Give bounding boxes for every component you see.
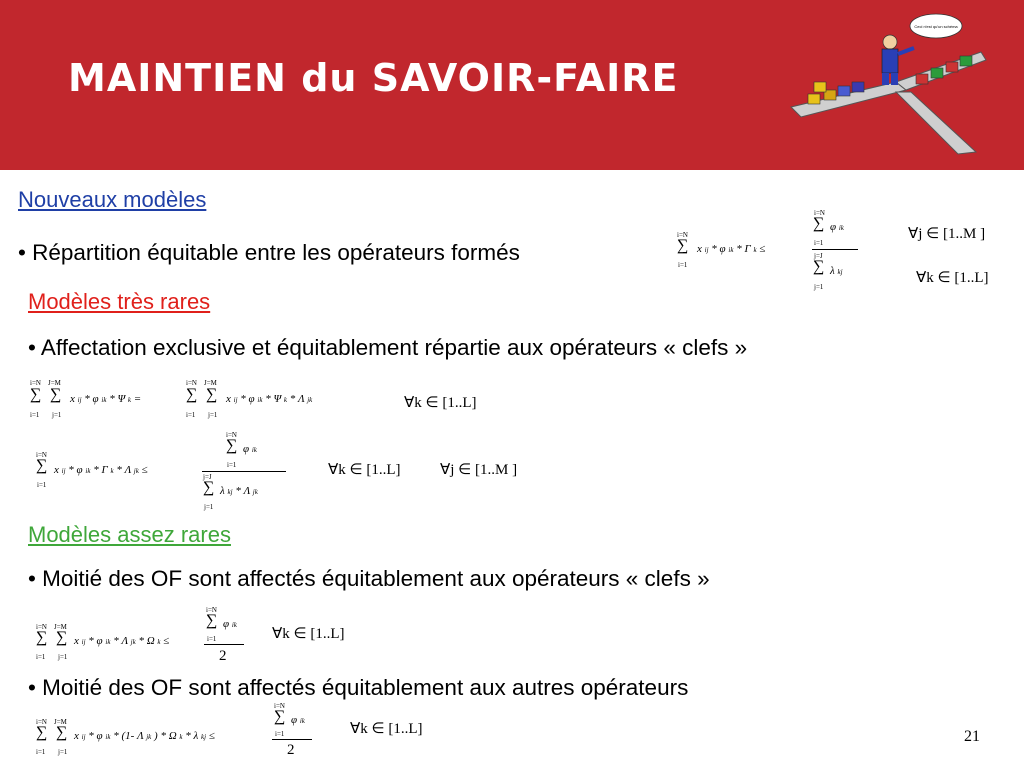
title-banner <box>0 0 1024 170</box>
bullet-moitie-autres: • Moitié des OF sont affectés équitablement aux autres opérateurs <box>28 675 689 700</box>
bubble-text: Ceci n'est qu'un schéma <box>914 24 958 29</box>
heading-modeles-tres-rares: Modèles très rares <box>28 289 211 314</box>
condition-k-tres-rares-2: ∀k ∈ [1..L] <box>328 462 401 478</box>
condition-k-nouveaux: ∀k ∈ [1..L] <box>916 270 989 286</box>
page-number: 21 <box>964 728 980 745</box>
bullet-repartition: • Répartition équitable entre les opérateurs formés <box>18 240 520 265</box>
heading-modeles-assez-rares: Modèles assez rares <box>28 522 231 547</box>
page-title: MAINTIEN du SAVOIR-FAIRE <box>68 56 679 100</box>
condition-j-nouveaux: ∀j ∈ [1..M ] <box>908 226 986 242</box>
condition-k-assez-rares-1: ∀k ∈ [1..L] <box>272 626 345 642</box>
conveyor-worker-illustration <box>786 12 996 162</box>
condition-k-tres-rares-1: ∀k ∈ [1..L] <box>404 395 477 411</box>
bullet-moitie-clefs: • Moitié des OF sont affectés équitablement aux opérateurs « clefs » <box>28 566 710 591</box>
bullet-affectation-exclusive: • Affectation exclusive et équitablement répartie aux opérateurs « clefs » <box>28 335 748 360</box>
condition-k-assez-rares-2: ∀k ∈ [1..L] <box>350 721 423 737</box>
heading-nouveaux-modeles: Nouveaux modèles <box>18 187 207 212</box>
condition-j-tres-rares: ∀j ∈ [1..M ] <box>440 462 518 478</box>
